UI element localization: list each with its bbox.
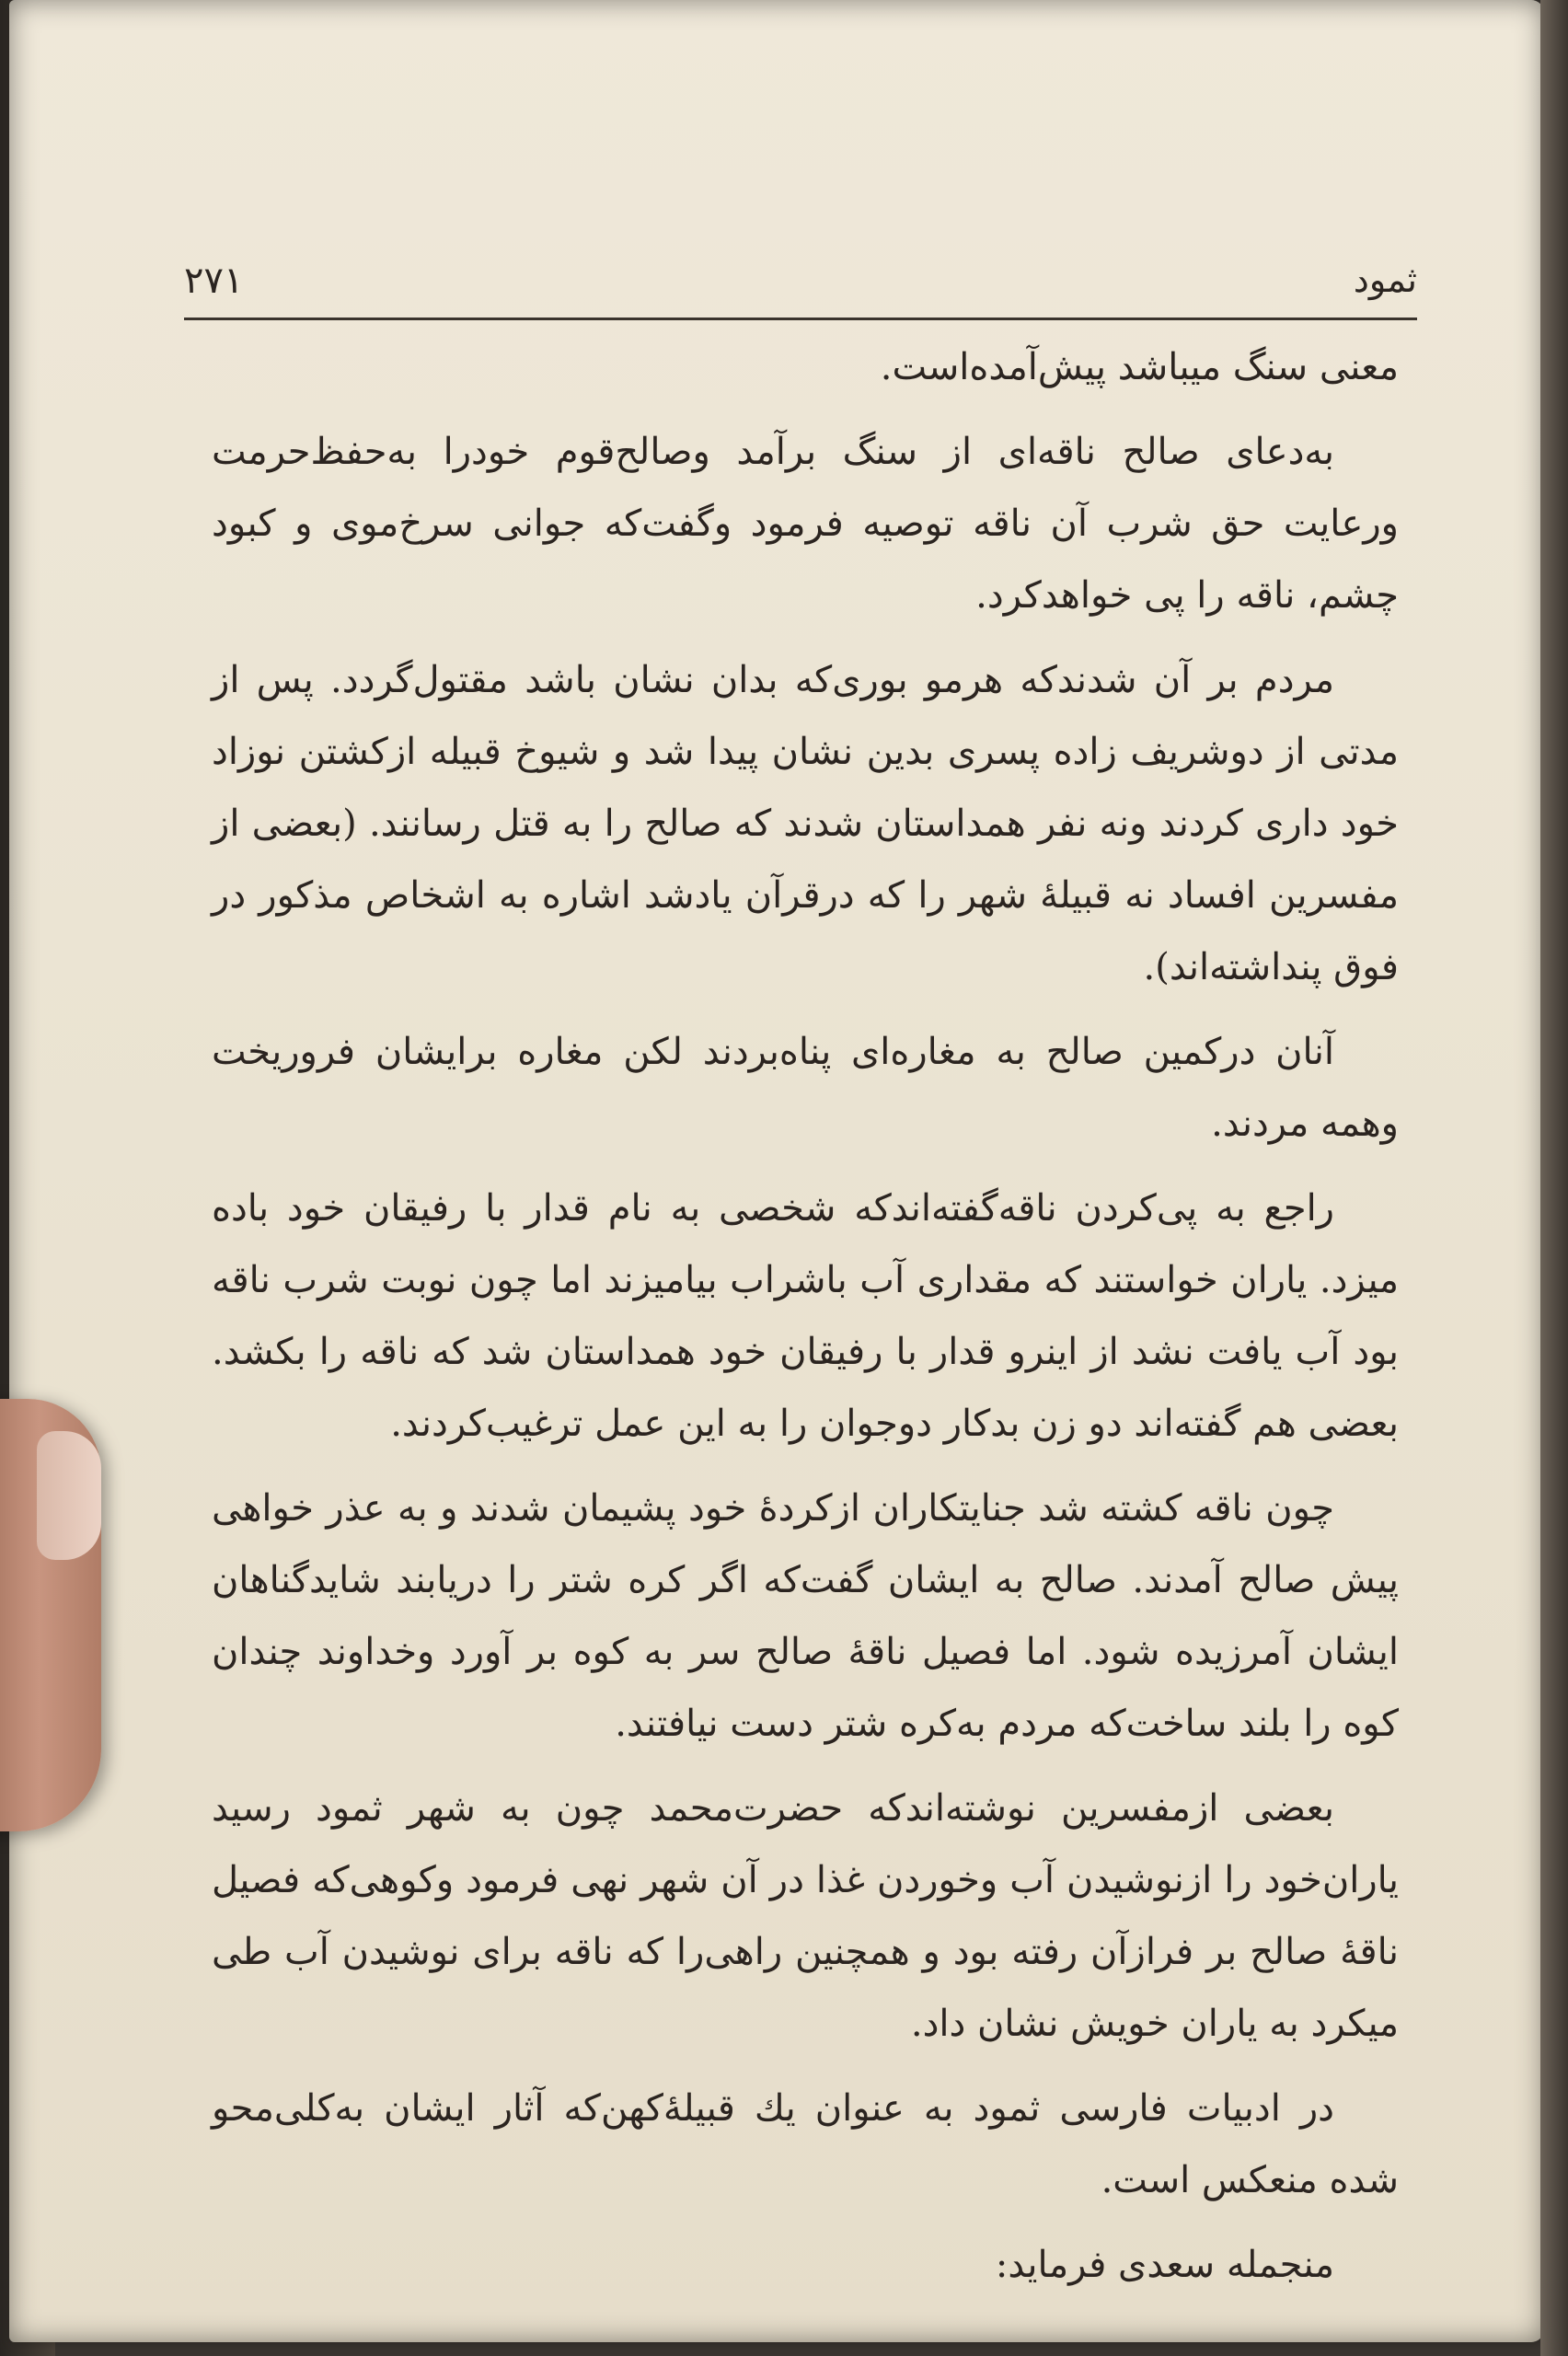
paragraph: بعضی ازمفسرین نوشته‌اندکه حضرت‌محمد چون به شهر ثمود رسید یاران‌خود را ازنوشیدن آب وخوردن غذا در آن شهر نهی فرمود وکوهی‌که فصیل ناقهٔ صالح بر فرازآن رفته بود و همچنین راهی‌را که ناقه برای نوشیدن آب طی میکرد به یاران خویش نشان داد.	[212, 1787, 1399, 2045]
paragraph: آنان درکمین صالح به مغاره‌ای پناه‌بردند لکن مغاره برایشان فروریخت وهمه مردند.	[212, 1031, 1399, 1145]
paragraph: منجمله سعدی فرماید:	[995, 2244, 1334, 2286]
paragraph: معنی سنگ میباشد پیش‌آمده‌است.	[880, 346, 1399, 388]
header-rule	[184, 318, 1417, 320]
page-header	[184, 250, 1417, 317]
paragraph: مردم بر آن شدندکه هرمو بوری‌که بدان نشان باشد مقتول‌گردد. پس از مدتی از دوشریف زاده پسری بدین نشان پیدا شد و شیوخ قبیله ازکشتن نوزاد خود داری کردند ونه نفر همداستان شدند که صالح را به قتل رسانند. (بعضی از مفسرین افساد نه قبیلهٔ شهر را که درقرآن یادشد اشاره به اشخاص مذکور در فوق پنداشته‌اند).	[212, 659, 1399, 988]
thumb-nail	[37, 1431, 101, 1560]
page-edge	[1540, 0, 1568, 2356]
page-number: ۲۷۱	[184, 260, 244, 302]
paragraph: راجع به پی‌کردن ناقه‌گفته‌اندکه شخصی به نام قدار با رفیقان خود باده میزد. یاران خواستند که مقداری آب باشراب بیامیزند اما چون نوبت شرب ناقه بود آب یافت نشد از اینرو قدار با رفیقان خود همداستان شد که ناقه را بکشد. بعضی هم گفته‌اند دو زن بدکار دوجوان را به این عمل ترغیب‌کردند.	[212, 1187, 1399, 1445]
running-title: ثمود	[1353, 260, 1417, 300]
paragraph: چون ناقه کشته شد جنایتکاران ازکردهٔ خود پشیمان شدند و به عذر خواهی پیش صالح آمدند. صالح به ایشان گفت‌که اگر کره شتر را دریابند شایدگناهان ایشان آمرزیده شود. اما فصیل ناقهٔ صالح سر به کوه بر آورد وخداوند چندان کوه را بلند ساخت‌که مردم به‌کره شتر دست نیافتند.	[212, 1487, 1399, 1745]
paragraph: به‌دعای صالح ناقه‌ای از سنگ برآمد وصالح‌قوم خودرا به‌حفظ‌حرمت ورعایت حق شرب آن ناقه توصیه فرمود وگفت‌که جوانی سرخ‌موی و کبود چشم، ناقه را پی خواهدکرد.	[212, 431, 1399, 617]
body-text	[212, 331, 1399, 2314]
paragraph: در ادبیات فارسی ثمود به عنوان یك قبیلهٔ‌کهن‌که آثار ایشان به‌کلی‌محو شده منعکس است.	[212, 2087, 1399, 2201]
